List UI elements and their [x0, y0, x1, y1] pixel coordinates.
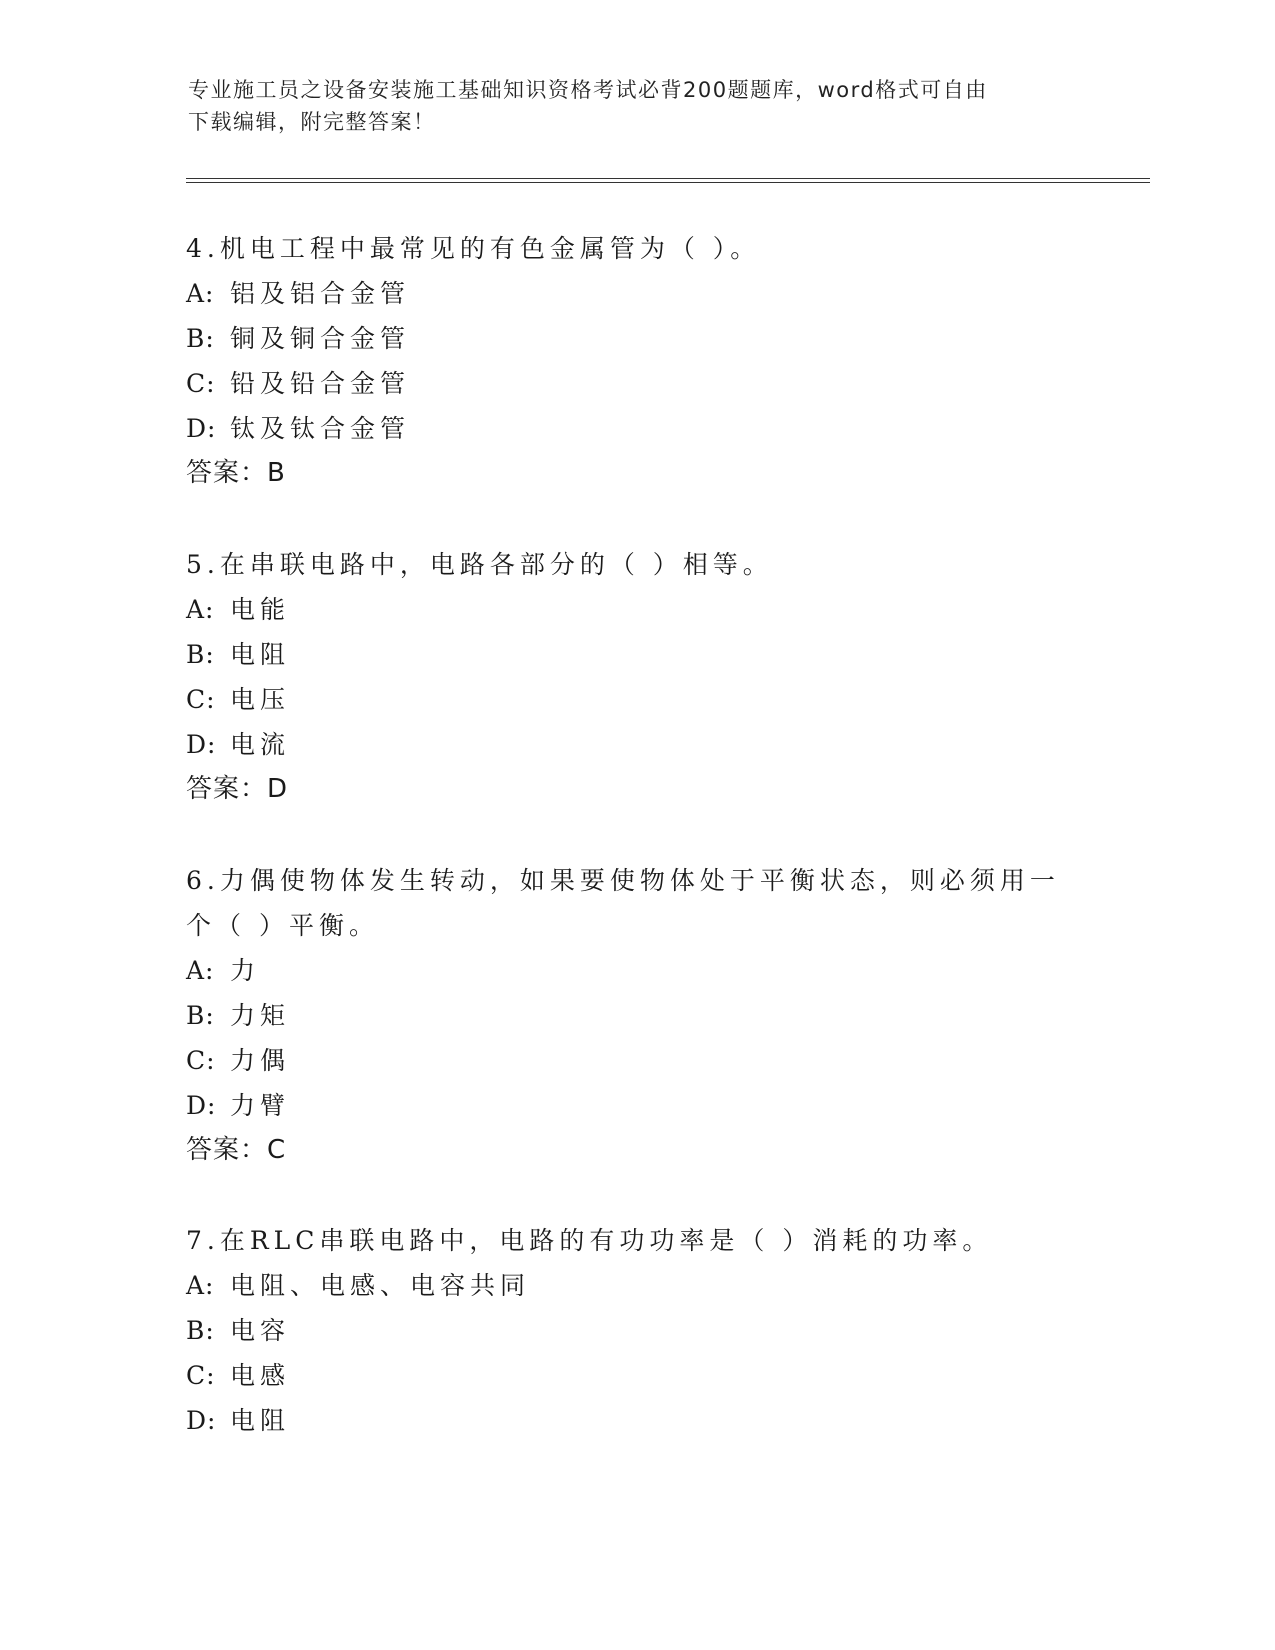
option-text: 电能: [230, 595, 291, 624]
option-letter: B:: [186, 640, 215, 669]
option-letter: B:: [186, 1001, 215, 1030]
option-a: [186, 948, 1066, 993]
option-b: [186, 1308, 1086, 1353]
option-text: 电容: [230, 1316, 291, 1345]
question-stem: 4.机电工程中最常见的有色金属管为（ ）。: [186, 234, 761, 263]
option-text: 铜及铜合金管: [230, 324, 411, 353]
option-c: [186, 677, 1086, 722]
option-d: [186, 406, 1086, 451]
answer-line: 答案：D: [186, 774, 289, 804]
answer-line: 答案：C: [186, 1135, 287, 1165]
question-6: [186, 858, 1066, 1173]
option-text: 电流: [230, 730, 291, 759]
option-c: [186, 1353, 1086, 1398]
question-stem: 7.在RLC串联电路中，电路的有功功率是（ ）消耗的功率。: [186, 1226, 993, 1255]
option-letter: A:: [186, 595, 215, 624]
option-text: 力: [230, 956, 261, 985]
option-c: [186, 361, 1086, 406]
option-letter: C:: [186, 685, 216, 714]
option-letter: B:: [186, 324, 215, 353]
option-text: 电阻: [230, 640, 291, 669]
option-letter: D:: [186, 1091, 217, 1120]
option-letter: C:: [186, 369, 216, 398]
option-a: [186, 587, 1086, 632]
option-d: [186, 722, 1086, 767]
option-text: 电感: [230, 1361, 291, 1390]
option-letter: D:: [186, 414, 217, 443]
option-letter: D:: [186, 730, 217, 759]
option-letter: A:: [186, 956, 215, 985]
question-5: [186, 542, 1086, 812]
question-stem: 6.力偶使物体发生转动，如果要使物体处于平衡状态，则必须用一个（ ）平衡。: [186, 866, 1060, 940]
option-text: 钛及钛合金管: [230, 414, 411, 443]
answer-line: 答案：B: [186, 458, 286, 488]
question-7: [186, 1218, 1086, 1443]
option-text: 电阻、电感、电容共同: [230, 1271, 531, 1300]
option-d: [186, 1083, 1066, 1128]
question-4: [186, 226, 1086, 496]
header-line-1: 专业施工员之设备安装施工基础知识资格考试必背200题题库，word格式可自由: [188, 78, 988, 102]
option-letter: C:: [186, 1046, 216, 1075]
option-letter: D:: [186, 1406, 217, 1435]
option-text: 力偶: [230, 1046, 291, 1075]
question-stem: 5.在串联电路中，电路各部分的（ ）相等。: [186, 550, 773, 579]
option-text: 铝及铝合金管: [230, 279, 411, 308]
option-b: [186, 316, 1086, 361]
option-b: [186, 632, 1086, 677]
option-d: [186, 1398, 1086, 1443]
option-text: 电压: [230, 685, 291, 714]
option-letter: C:: [186, 1361, 216, 1390]
document-header: [188, 74, 1068, 138]
header-divider-bottom: [186, 182, 1150, 183]
option-letter: A:: [186, 1271, 215, 1300]
option-text: 铅及铅合金管: [230, 369, 411, 398]
option-a: [186, 1263, 1086, 1308]
option-letter: A:: [186, 279, 215, 308]
header-line-2: 下载编辑，附完整答案！: [188, 110, 436, 134]
option-letter: B:: [186, 1316, 215, 1345]
header-divider-top: [186, 178, 1150, 179]
option-text: 力矩: [230, 1001, 291, 1030]
option-c: [186, 1038, 1066, 1083]
option-text: 电阻: [230, 1406, 291, 1435]
option-a: [186, 271, 1086, 316]
option-b: [186, 993, 1066, 1038]
option-text: 力臂: [230, 1091, 291, 1120]
